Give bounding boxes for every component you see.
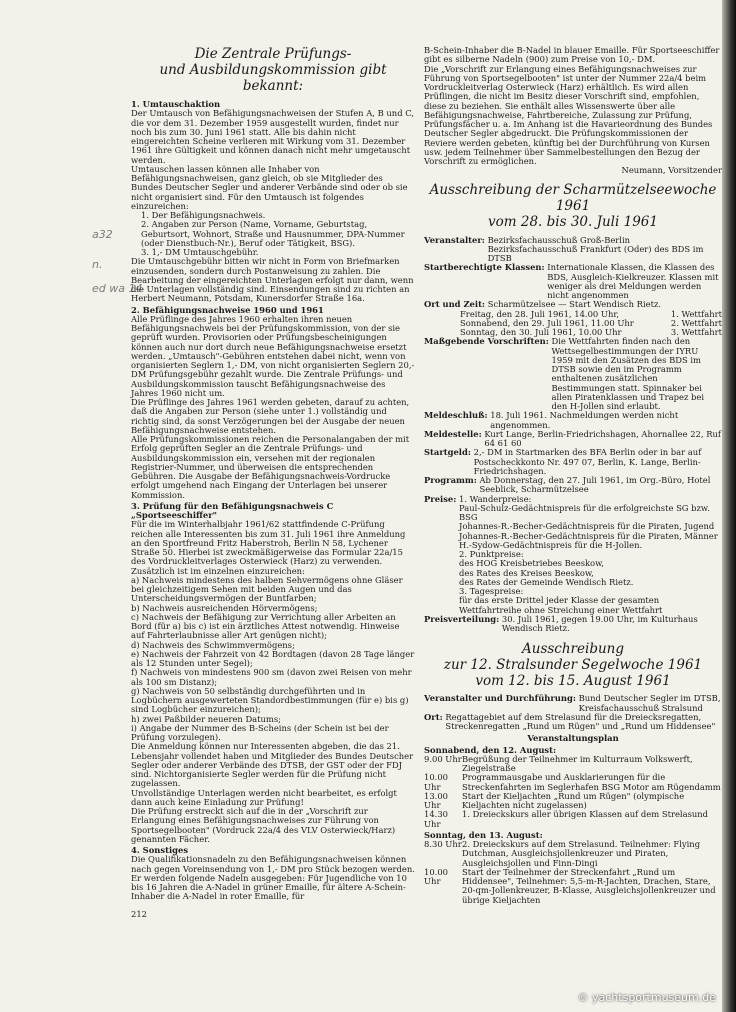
field-label: Preise: (424, 493, 457, 504)
list-item: i) Angabe der Nummer des B-Scheins (der Schein ist bei der Prüfung vorzulegen). (131, 722, 389, 742)
paragraph: Unvollständige Unterlagen werden nicht bearbeitet, es erfolgt dann auch keine Einladung zur Prüfung! (131, 787, 397, 807)
schedule-row (424, 868, 722, 905)
pencil-note-3: ed wa 14 (92, 282, 143, 295)
field-preisverteilung (424, 615, 722, 634)
section-4-heading: 4. Sonstiges (131, 845, 189, 855)
field-label: Programm: (424, 475, 477, 485)
field-label: Startgeld: (424, 447, 471, 458)
paragraph: Die Anmeldung können nur Interessenten abgeben, die das 21. Lebensjahr vollendet haben und Mitglieder des Bundes Deutscher Segler oder anderer Verbände des DTSB, der GST oder der FDJ sind. Nichtorganisierte Segler werden für die Prüfung nicht zugelassen. (131, 741, 414, 789)
schedule-row (424, 755, 722, 774)
field-label: Startberechtigte Klassen: (424, 262, 545, 273)
list-item: h) zwei Paßbilder neueren Datums; (131, 713, 281, 724)
prize-line: Johannes-R.-Becher-Gedächtnispreis für die Piraten, Jugend (459, 521, 715, 532)
schedule-time: 8.30 Uhr (424, 839, 462, 849)
prize-line: Johannes-R.-Becher-Gedächtnispreis für die Piraten, Männer (459, 530, 718, 541)
field-veranstalter-2 (424, 694, 722, 713)
field-meldeschluss (424, 411, 722, 430)
paragraph: Für die im Winterhalbjahr 1961/62 stattfindende C-Prüfung reichen alle Interessenten bis zum 31. Juli 1961 ihre Anmeldung an den Sportfreund Fritz Haberstroh, Berlin N 58, Lychener Straße 50. Hierbei ist zweckmäßigerweise das Formular 22a/15 des Vordruckleitverlages Osterwieck (Harz) zu verwenden. (131, 519, 406, 567)
field-value: Scharmützelsee — Start Wendisch Rietz. (487, 299, 662, 310)
race-date: Sonnabend, den 29. Juli 1961, 11.00 Uhr (460, 317, 634, 328)
paragraph: Alle Prüfungskommissionen reichen die Personalangaben der mit Erfolg geprüften Segler an die Zentrale Prüfungs- und Ausbildungskommission ein, versehen mit der regionalen Registrier-Nummer, und überweisen die entsprechenden Gebühren. Die Ausgabe der Befähigungsnachweis-Vordrucke erfolgt umgehend nach Eingang der Unterlagen bei unserer Kommission. (131, 434, 410, 500)
schedule-row (424, 840, 722, 868)
schedule-day: Sonntag, den 13. August: (424, 829, 543, 840)
paragraph: Umtauschen lassen können alle Inhaber von Befähigungsnachweisen, ganz gleich, ob sie Mitglieder des Bundes Deutscher Segler und anderer Verbände sind oder ob sie nicht organisiert sind. Für den Umtausch ist folgendes einzureichen: (131, 163, 408, 211)
field-value: Die Wettfahrten finden nach den Wettsegelbestimmungen der IYRU 1959 mit den Zusätzen des BDS im DTSB sowie den im Programm enthaltenen zusätzlichen Bestimmungen statt. Spinnaker bei allen Piratenklassen und Trapez bei den H-Jollen sind erlaubt. (551, 336, 705, 411)
field-label: Ort: (424, 711, 443, 722)
paragraph: Die Prüflinge des Jahres 1961 werden gebeten, darauf zu achten, daß die Angaben zur Person (siehe unter 1.) vollständig und richtig sind, da sonst Verzögerungen bei der Ausgabe der neuen Befähigungsnachweise entstehen. (131, 397, 410, 435)
prize-line: 1. Wanderpreise: (459, 493, 532, 504)
field-startgeld (424, 448, 722, 476)
race-date: Sonntag, den 30. Juli 1961, 10.00 Uhr (460, 327, 622, 337)
heading-line-1: Die Zentrale Prüfungs- (194, 46, 352, 62)
regatta-1-dates: vom 28. bis 30. Juli 1961 (488, 213, 658, 230)
right-column (424, 46, 722, 905)
prize-line: des Rates des Kreises Beeskow, (459, 567, 594, 578)
paragraph: Die Prüfung erstreckt sich auf die in der „Vorschrift zur Erlangung eines Befähigungsnachweises zur Führung von Sportsegelbooten" (Vordruck 22a/4 des VLV Osterwieck/Harz) genannten Fächer. (131, 806, 396, 844)
pencil-note-1: a32 (92, 228, 113, 241)
page-number: 212 (131, 908, 147, 919)
schedule-heading: Veranstaltungsplan (527, 733, 619, 744)
schedule-time: 9.00 Uhr (424, 753, 462, 764)
field-preise (424, 495, 722, 615)
section-3-heading: 3. Prüfung für den Befähigungsnachweis C „Sportseeschiffer" (131, 500, 334, 520)
section-2-heading: 2. Befähigungsnachweise 1960 und 1961 (131, 304, 324, 315)
field-value: Ab Donnerstag, den 27. Juli 1961, im Org.-Büro, Hotel Seeblick, Scharmützelsee (479, 475, 711, 495)
paragraph: Zusätzlich ist im einzelnen einzureichen: (131, 565, 305, 576)
signature: Neumann, Vorsitzender (621, 165, 722, 176)
watermark: © yachtsportmuseum.de (577, 991, 716, 1004)
field-label: Ort und Zeit: (424, 299, 486, 310)
prize-line: des Rates der Gemeinde Wendisch Rietz. (459, 576, 634, 587)
paragraph: Die „Vorschrift zur Erlangung eines Befähigungsnachweises zur Führung von Sportsegelbooten" ist unter der Nummer 22a/4 beim Vordruckleitverlag Osterwieck (Harz) erhältlich. Es wird allen Prüflingen, die nicht im Besitz dieser Vorschrift sind, empfohlen, diese zu beziehen. Sie enthält alles Wissenswerte über alle Befähigungsnachweise, Fahrtbereiche, Zulassung zur Prüfung, Prüfungsfächer u. a. Im Anhang ist die Havarieordnung des Bundes Deutscher Segler abgedruckt. Die Prüfungskommissionen der Reviere werden gebeten, künftig bei der Durchführung von Kursen usw. jedem Teilnehmer über Sammelbestellungen den Bezug der Vorschrift zu ermöglichen. (424, 63, 713, 166)
field-value: 2,- DM in Startmarken des BFA Berlin oder in bar auf Postscheckkonto Nr. 497 07, Berlin, K. Lange, Berlin-Friedrichshagen. (473, 447, 702, 476)
field-label: Veranstalter und Durchführung: (424, 693, 576, 704)
field-value: 18. Juli 1961. Nachmeldungen werden nicht angenommen. (490, 410, 679, 430)
list-item: 1. Der Befähigungsnachweis. (141, 210, 266, 220)
field-value: 30. Juli 1961, gegen 19.00 Uhr, im Kulturhaus Wendisch Rietz. (501, 613, 698, 633)
regatta-2-title: Ausschreibung (522, 641, 624, 658)
race-date: Freitag, den 28. Juli 1961, 14.00 Uhr, (460, 308, 620, 319)
race-number: 3. Wettfahrt (670, 327, 722, 337)
list-item: a) Nachweis mindestens des halben Sehvermögens ohne Gläser bei gleichzeitigem Sehen mit beiden Augen und das Unterscheidungsvermögen der Buntfarben; (131, 574, 403, 604)
heading-line-2: und Ausbildungskommission gibt bekannt: (159, 62, 387, 94)
field-label: Veranstalter: (424, 234, 485, 245)
schedule-event: Begrüßung der Teilnehmer im Kulturraum Volkswerft, Ziegelstraße (462, 753, 693, 773)
schedule-row (424, 810, 722, 829)
schedule-time: 10.00 Uhr (424, 772, 448, 792)
prize-line: des HOG Kreisbetriebes Beeskow, (459, 558, 604, 569)
schedule-row (424, 773, 722, 792)
list-item: e) Nachweis der Fahrzeit von 42 Bordtagen (davon 28 Tage länger als 12 Stunden unter Segel); (131, 648, 415, 668)
field-value: Internationale Klassen, die Klassen des BDS, Ausgleich-Kielkreuzer. Klassen mit weniger als drei Meldungen werden nicht angenommen (547, 262, 719, 300)
paragraph: Die Qualifikationsnadeln zu den Befähigungsnachweisen können nach gegen Voreinsendung von 1,- DM pro Stück bezogen werden. Er werden folgende Nadeln ausgegeben: Für Jugendliche von 10 bis 16 Jahren die A-Nadel in grüner Emaille, für ältere A-Schein-Inhaber die A-Nadel in roter Emaille, für (131, 854, 415, 902)
field-klassen (424, 263, 722, 300)
prize-line: 2. Punktpreise: (459, 549, 524, 559)
field-vorschriften (424, 337, 722, 411)
schedule-event: Start der Kieljachten „Rund um Rügen" (olympische Kieljachten nicht zugelassen) (462, 790, 685, 810)
prize-line: für das erste Drittel jeder Klasse der gesamten Wettfahrtreihe ohne Streichung einer Wettfahrt (459, 595, 663, 615)
paragraph: Alle Prüflinge des Jahres 1960 erhalten ihren neuen Befähigungsnachweis bei der Prüfungskommission, von der sie geprüft wurden. Provisorien oder Prüfungsbescheinigungen können auch nur dort durch neue Befähigungsnachweise ersetzt werden. „Umtausch"-Gebühren entstehen dabei nicht, wenn von organisierten Seglern 1,- DM, von nicht organisierten Seglern 20,- DM Prüfungsgebühr gezahlt wurde. Die Zentrale Prüfungs- und Ausbildungskommission tauscht Befähigungsnachweise des Jahres 1960 nicht um. (131, 313, 415, 398)
prize-line: 3. Tagespreise: (459, 586, 524, 596)
list-item: 3. 1,- DM Umtauschgebühr. (141, 247, 259, 257)
field-value: Bezirksfachausschuß Groß-Berlin Bezirksfachausschuß Frankfurt (Oder) des BDS im DTSB (487, 234, 704, 263)
regatta-1-title: Ausschreibung der Scharmützelseewoche 1961 (429, 181, 717, 214)
schedule-event: 2. Dreieckskurs auf dem Strelasund. Teilnehmer: Flying Dutchman, Ausgleichsjollenkreuzer und Piraten, Ausgleichsjollen und Finn-Dingi (462, 839, 701, 868)
schedule-row (424, 792, 722, 811)
list-item: c) Nachweis der Befähigung zur Verrichtung aller Arbeiten an Bord (für a) bis c) ist ein ärztliches Attest notwendig. Hinweise auf Fahrterlaubnisse aller Art genügen nicht); (131, 611, 400, 641)
field-value: Regattagebiet auf dem Strelasund für die Dreiecksregatten, Streckenregatten „Rund um Rügen" und „Rund um Hiddensee" (445, 711, 716, 731)
left-column (131, 46, 415, 919)
paragraph: B-Schein-Inhaber die B-Nadel in blauer Emaille. Für Sportseeschiffer gibt es silberne Nadeln (900) zum Preise von 10,- DM. (424, 45, 720, 65)
schedule-event: 1. Dreieckskurs aller übrigen Klassen auf dem Strelasund (462, 809, 709, 820)
race-number: 2. Wettfahrt (670, 317, 722, 328)
list-item: f) Nachweis von mindestens 900 sm (davon zwei Reisen von mehr als 100 sm Distanz); (131, 667, 412, 687)
field-veranstalter (424, 236, 722, 264)
prize-line: Paul-Schulz-Gedächtnispreis für die erfolgreichste SG bzw. BSG (459, 502, 710, 522)
book-spine-shadow (722, 0, 736, 1012)
section-1-heading: 1. Umtauschaktion (131, 99, 221, 109)
race-number: 1. Wettfahrt (670, 308, 722, 319)
list-item: g) Nachweis von 50 selbständig durchgeführten und in Logbüchern ausgewerteten Standordbestimmungen (für e) bis g) sind Logbücher einzureichen); (131, 685, 409, 715)
field-ort-2 (424, 713, 722, 732)
field-label: Preisverteilung: (424, 613, 500, 624)
list-item: d) Nachweis des Schwimmvermögens; (131, 639, 295, 650)
field-meldestelle (424, 430, 722, 449)
prize-list (459, 495, 722, 615)
paragraph: Die Umtauschgebühr bitten wir nicht in Form von Briefmarken einzusenden, sondern durch Postanweisung zu zahlen. Die Bearbeitung der eingereichten Unterlagen erfolgt nur dann, wenn die Unterlagen vollständig sind. Einsendungen sind zu richten an Herbert Neumann, Potsdam, Kunersdorfer Straße 16a. (131, 256, 414, 304)
schedule-time: 10.00 Uhr (424, 866, 448, 886)
schedule-event: Programmausgabe und Ausklarierungen für die Streckenfahrten im Seglerhafen BSG Motor am Rügendamm (462, 772, 721, 792)
pencil-note-2: n. (92, 258, 103, 271)
list-item: b) Nachweis ausreichenden Hörvermögens; (131, 602, 318, 613)
schedule-time: 13.00 Uhr (424, 790, 448, 810)
paragraph: Der Umtausch von Befähigungsnachweisen der Stufen A, B und C, die vor dem 31. Dezember 1959 ausgestellt wurden, findet nur noch bis zum 30. Juni 1961 statt. Alle bis dahin nicht eingereichten Scheine verlieren mit Wirkung vom 31. Dezember 1961 ihre Gültigkeit und können danach nicht mehr umgetauscht werden. (131, 108, 414, 165)
field-label: Meldestelle: (424, 428, 482, 439)
field-value: Kurt Lange, Berlin-Friedrichshagen, Ahornallee 22, Ruf 64 61 60 (484, 428, 722, 448)
prize-line: H.-Sydow-Gedächtnispreis für die H-Jollen. (459, 539, 643, 550)
regatta-2-subtitle: zur 12. Stralsunder Segelwoche 1961 (443, 657, 703, 674)
list-item: 2. Angaben zur Person (Name, Vorname, Geburtstag, Geburtsort, Wohnort, Straße und Hausnummer, DPA-Nummer (oder Dienstbuch-Nr.), Beruf oder Tätigkeit, BSG). (141, 219, 405, 248)
regatta-2-dates: vom 12. bis 15. August 1961 (475, 673, 671, 690)
schedule-day: Sonnabend, den 12. August: (424, 744, 557, 755)
field-programm (424, 476, 722, 495)
field-label: Meldeschluß: (424, 410, 488, 421)
field-label: Maßgebende Vorschriften: (424, 336, 549, 347)
field-value: Bund Deutscher Segler im DTSB, Kreisfachausschuß Stralsund (578, 693, 721, 713)
schedule-time: 14.30 Uhr (424, 809, 448, 829)
schedule-event: Start der Teilnehmer der Streckenfahrt „Rund um Hiddensee", Teilnehmer: 5,5-m-R-Jachten, Drachen, Stare, 20-qm-Jollenkreuzer, B-Klasse, Ausgleichsjollenkreuzer und übrige Kieljachten (462, 866, 716, 905)
